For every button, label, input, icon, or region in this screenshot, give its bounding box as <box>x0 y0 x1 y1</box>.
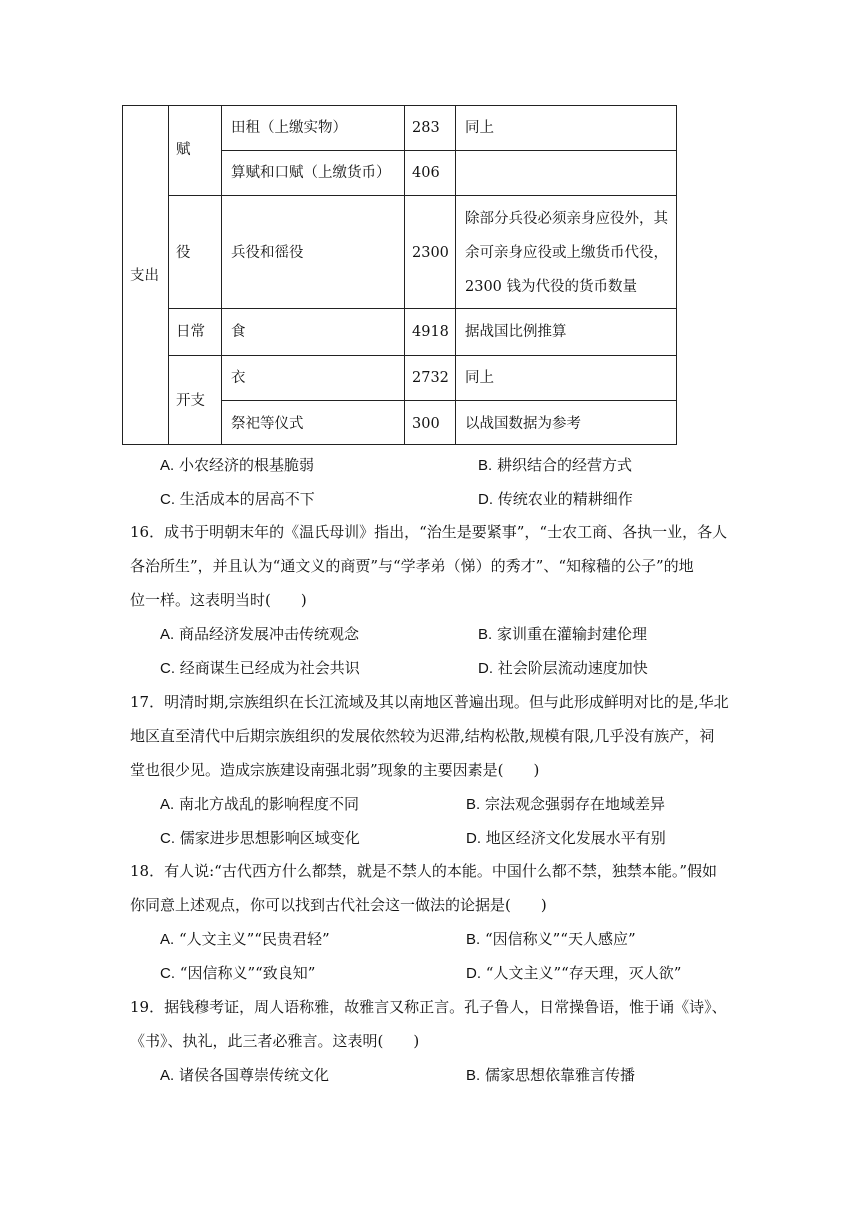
question-number: 18． <box>130 862 165 880</box>
question-text: 有人说:“古代西方什么都禁，就是不禁人的本能。中国什么都不禁，独禁本能。”假如 <box>164 862 717 880</box>
option-b[interactable] <box>466 1066 635 1085</box>
option-d[interactable] <box>478 490 633 509</box>
table-divider <box>168 105 169 445</box>
question-number: 19． <box>130 998 165 1016</box>
table-row-note: 同上 <box>465 370 494 386</box>
table-divider <box>168 308 677 309</box>
table-row-note: 2300 钱为代役的货币数量 <box>465 279 638 295</box>
table-row-item: 衣 <box>231 370 246 386</box>
table-row-note: 除部分兵役必须亲身应役外，其 <box>465 211 668 227</box>
option-a[interactable] <box>160 625 359 644</box>
table-category: 支出 <box>130 268 159 284</box>
option-c[interactable] <box>160 659 360 678</box>
question-stem-line <box>130 998 727 1016</box>
table-row-item: 祭祀等仪式 <box>231 416 304 432</box>
question-stem-line <box>130 693 729 711</box>
option-text: “因信称义”“致良知” <box>179 964 316 982</box>
group-label: 开支 <box>176 393 205 409</box>
table-row-item: 算赋和口赋（上缴货币） <box>231 165 391 181</box>
table-divider <box>168 355 677 356</box>
question-text: 明清时期,宗族组织在长江流域及其以南地区普遍出现。但与此形成鲜明对比的是,华北 <box>164 693 729 711</box>
option-letter: A. <box>160 457 175 474</box>
question-stem-line <box>130 523 727 541</box>
question-stem-line <box>130 862 717 880</box>
option-a[interactable] <box>160 795 359 814</box>
option-c[interactable] <box>160 964 315 983</box>
table-row-value: 4918 <box>412 324 449 340</box>
table-row-note: 以战国数据为参考 <box>465 416 581 432</box>
option-letter: A. <box>160 931 175 948</box>
option-b[interactable] <box>478 625 647 644</box>
question-number: 16． <box>130 523 165 541</box>
table-divider <box>168 195 677 196</box>
option-text: “因信称义”“天人感应” <box>484 930 636 948</box>
option-letter: C. <box>160 830 175 847</box>
option-text: 传统农业的精耕细作 <box>497 490 633 508</box>
option-letter: B. <box>478 626 493 643</box>
option-text: 生活成本的居高不下 <box>179 490 315 508</box>
option-letter: D. <box>466 830 481 847</box>
option-letter: A. <box>160 1067 175 1084</box>
option-text: 小农经济的根基脆弱 <box>178 456 314 474</box>
option-letter: D. <box>478 491 493 508</box>
question-stem-line: 你同意上述观点，你可以找到古代社会这一做法的论据是( ) <box>130 896 547 914</box>
table-divider <box>455 105 456 445</box>
option-text: 耕织结合的经营方式 <box>496 456 632 474</box>
option-letter: D. <box>466 965 481 982</box>
option-c[interactable] <box>160 490 315 509</box>
option-letter: C. <box>160 491 175 508</box>
option-letter: D. <box>478 660 493 677</box>
question-text: 成书于明朝末年的《温氏母训》指出，“治生是要紧事”，“士农工商、各执一业，各人 <box>164 523 728 541</box>
option-text: “人文主义”“民贵君轻” <box>178 930 330 948</box>
table-row-item: 田租（上缴实物） <box>231 120 347 136</box>
option-text: 经商谋生已经成为社会共识 <box>179 659 360 677</box>
question-stem-line: 《书》、执礼，此三者必雅言。这表明( ) <box>130 1032 420 1050</box>
option-text: 儒家思想依靠雅言传播 <box>484 1066 635 1084</box>
option-text: 商品经济发展冲击传统观念 <box>178 625 359 643</box>
question-stem-line: 地区直至清代中后期宗族组织的发展依然较为迟滞,结构松散,规模有限,几乎没有族产，祠 <box>130 727 715 745</box>
question-stem-line: 堂也很少见。造成宗族建设南强北弱”现象的主要因素是( ) <box>130 761 540 779</box>
table-row-note: 据战国比例推算 <box>465 324 567 340</box>
table-row-note: 同上 <box>465 120 494 136</box>
table-divider <box>221 150 677 151</box>
option-text: 社会阶层流动速度加快 <box>497 659 648 677</box>
option-letter: B. <box>466 1067 481 1084</box>
option-letter: B. <box>466 796 481 813</box>
option-b[interactable] <box>478 456 632 475</box>
question-number: 17． <box>130 693 165 711</box>
table-row-value: 406 <box>412 165 440 181</box>
option-letter: C. <box>160 660 175 677</box>
option-letter: A. <box>160 626 175 643</box>
option-a[interactable] <box>160 930 330 949</box>
table-row-note: 余可亲身应役或上缴货币代役， <box>465 245 668 261</box>
option-text: 诸侯各国尊崇传统文化 <box>178 1066 329 1084</box>
option-text: 地区经济文化发展水平有别 <box>485 829 666 847</box>
table-divider <box>221 400 677 401</box>
option-text: 南北方战乱的影响程度不同 <box>178 795 359 813</box>
option-c[interactable] <box>160 829 360 848</box>
group-label: 日常 <box>176 324 205 340</box>
question-text: 据钱穆考证，周人语称雅，故雅言又称正言。孔子鲁人，日常操鲁语，惟于诵《诗》、 <box>164 998 727 1016</box>
question-stem-line: 位一样。这表明当时( ) <box>130 591 307 609</box>
table-row-value: 300 <box>412 416 440 432</box>
option-text: 儒家进步思想影响区域变化 <box>179 829 360 847</box>
option-text: 家训重在灌输封建伦理 <box>496 625 647 643</box>
table-row-item: 兵役和徭役 <box>231 245 304 261</box>
table-row-value: 2732 <box>412 370 449 386</box>
option-letter: B. <box>466 931 481 948</box>
option-b[interactable] <box>466 795 665 814</box>
table-row-value: 2300 <box>412 245 449 261</box>
option-d[interactable] <box>478 659 648 678</box>
option-letter: C. <box>160 965 175 982</box>
table-divider <box>404 105 405 445</box>
option-text: 宗法观念强弱存在地域差异 <box>484 795 665 813</box>
table-divider <box>221 105 222 445</box>
option-b[interactable] <box>466 930 636 949</box>
option-d[interactable] <box>466 829 666 848</box>
option-letter: A. <box>160 796 175 813</box>
option-text: “人文主义”“存天理，灭人欲” <box>485 964 682 982</box>
table-border <box>122 105 677 445</box>
option-letter: B. <box>478 457 493 474</box>
question-stem-line: 各治所生”，并且认为“通文义的商贾”与“学孝弟（悌）的秀才”、“知稼穑的公子”的地 <box>130 557 694 575</box>
group-label: 役 <box>176 245 191 261</box>
option-d[interactable] <box>466 964 681 983</box>
table-row-item: 食 <box>231 324 246 340</box>
option-a[interactable] <box>160 456 314 475</box>
table-row-value: 283 <box>412 120 440 136</box>
group-label: 赋 <box>176 142 191 158</box>
option-a[interactable] <box>160 1066 329 1085</box>
